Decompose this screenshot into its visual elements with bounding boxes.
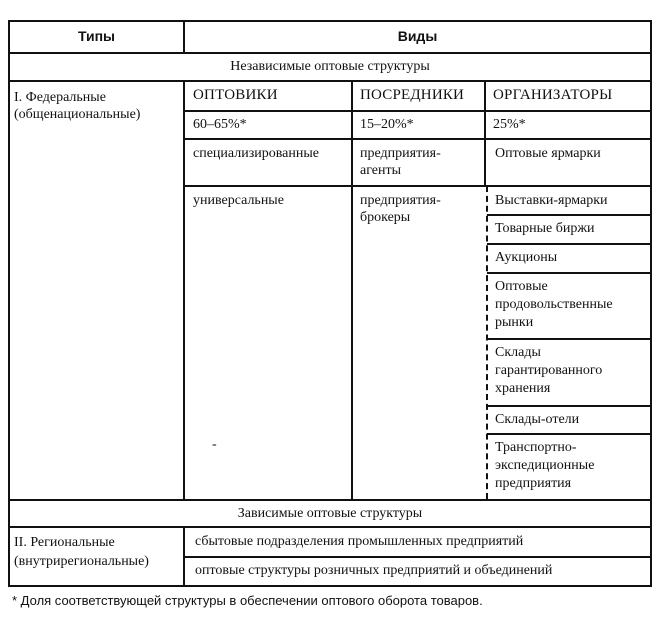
wholesalers-universal: универсальные xyxy=(193,193,284,208)
regional-type-label: II. Региональные xyxy=(14,535,115,550)
header-bottom-border xyxy=(8,52,652,54)
organizer-box-line xyxy=(487,214,652,216)
federal-type-label: I. Федеральные xyxy=(14,90,106,105)
organizer-item: предприятия xyxy=(495,476,572,491)
organizers-share: 25%* xyxy=(493,117,526,132)
organizer-item: Оптовые xyxy=(495,279,548,294)
federal-bottom-border xyxy=(8,499,652,501)
organizer-item: хранения xyxy=(495,381,551,396)
organizer-item: Склады-отели xyxy=(495,412,580,427)
stray-mark: - xyxy=(212,437,217,452)
table-top-border xyxy=(8,20,652,22)
footnote: * Доля соответствующей структуры в обеспечении оптового оборота товаров. xyxy=(12,593,483,608)
organizer-item: рынки xyxy=(495,315,534,330)
regional-row-industrial: сбытовые подразделения промышленных предприятий xyxy=(195,534,524,549)
intermediaries-agents-line2: агенты xyxy=(360,163,402,178)
intermediaries-brokers-line2: брокеры xyxy=(360,210,411,225)
organizers-dashed-divider xyxy=(486,186,488,499)
wholesalers-share: 60–65%* xyxy=(193,117,247,132)
organizer-item: экспедиционные xyxy=(495,458,595,473)
organizer-box-line xyxy=(487,405,652,407)
intermediaries-share: 15–20%* xyxy=(360,117,414,132)
types-divider-regional xyxy=(183,526,185,587)
wholesalers-title: ОПТОВИКИ xyxy=(193,87,278,103)
types-header: Типы xyxy=(77,28,116,44)
independent-title-border xyxy=(8,80,652,82)
intermediaries-title: ПОСРЕДНИКИ xyxy=(360,87,465,103)
organizer-box-line xyxy=(487,243,652,245)
organizer-item: Транспортно- xyxy=(495,440,577,455)
organizer-item: Оптовые ярмарки xyxy=(495,146,601,161)
intermediaries-agents-line1: предприятия- xyxy=(360,146,441,161)
organizer-item: Товарные биржи xyxy=(495,221,595,236)
table-left-border xyxy=(8,20,10,587)
intermediaries-divider xyxy=(484,80,486,186)
kinds-header: Виды xyxy=(397,28,438,44)
regional-type-sublabel: (внутрирегиональные) xyxy=(14,554,149,569)
organizer-box-line xyxy=(487,186,652,187)
wholesalers-divider xyxy=(351,80,353,501)
federal-type-sublabel: (общенациональные) xyxy=(14,107,141,122)
organizer-box-line xyxy=(487,433,652,435)
organizer-item: Выставки-ярмарки xyxy=(495,193,608,208)
organizer-item: гарантированного xyxy=(495,363,603,378)
organizer-box-line xyxy=(487,272,652,274)
organizer-box-line xyxy=(487,338,652,340)
table-bottom-border xyxy=(8,585,652,587)
shares-border xyxy=(183,138,652,140)
regional-mid-border xyxy=(183,556,652,558)
organizer-item: Склады xyxy=(495,345,541,360)
wholesalers-specialized: специализированные xyxy=(193,146,319,161)
independent-structures-title: Независимые оптовые структуры xyxy=(230,59,430,74)
intermediaries-brokers-line1: предприятия- xyxy=(360,193,441,208)
regional-row-retail: оптовые структуры розничных предприятий и объединений xyxy=(195,563,553,578)
columns-title-border xyxy=(183,110,652,112)
types-divider-federal xyxy=(183,80,185,501)
dependent-title-border xyxy=(8,526,652,528)
table-right-border xyxy=(650,20,652,587)
organizers-title: ОРГАНИЗАТОРЫ xyxy=(493,87,613,103)
dependent-structures-title: Зависимые оптовые структуры xyxy=(237,506,423,521)
organizer-item: продовольственные xyxy=(495,297,613,312)
organizer-item: Аукционы xyxy=(495,250,558,265)
